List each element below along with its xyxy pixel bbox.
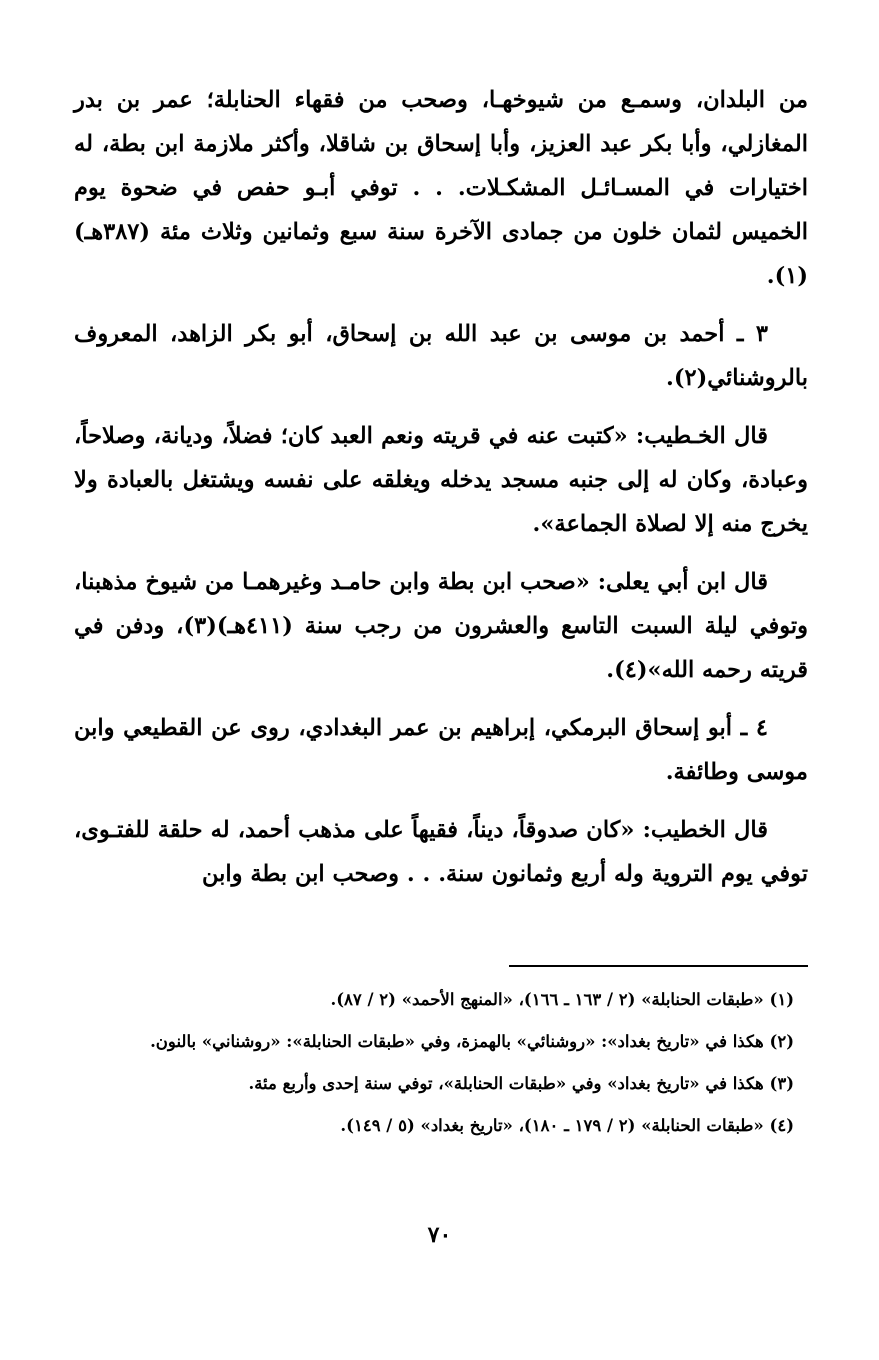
footnotes (74, 985, 808, 1153)
entry-3-heading: ٣ ـ أحمد بن موسى بن عبد الله بن إسحاق، أبو بكر الزاهد، المعروف بالروشنائي(٢). (74, 321, 808, 391)
paragraph-khatib-quote-2: قال الخطيب: «كان صدوقاً، ديناً، فقيهاً على مذهب أحمد، له حلقة للفتـوى، توفي يوم التروية وله أربع وثمانون سنة. . . وصحب ابن بطة وابن (74, 817, 808, 887)
paragraph-khatib-quote: قال الخـطيب: «كتبت عنه في قريته ونعم العبد كان؛ فضلاً، وديانة، وصلاحاً، وعبادة، وكان له إلى جنبه مسجد يدخله ويغلقه على نفسه ويشتغل بالعبادة ولا يخرج منه إلا لصلاة الجماعة». (74, 423, 808, 537)
footnote-4: (٤) «طبقات الحنابلة» (٢ / ١٧٩ ـ ١٨٠)، «تاريخ بغداد» (٥ / ١٤٩). (340, 1116, 794, 1135)
page-number: ٧٠ (427, 1222, 452, 1248)
footnote-separator (509, 965, 808, 967)
footnote-2: (٢) هكذا في «تاريخ بغداد»: «روشنائي» بالهمزة، وفي «طبقات الحنابلة»: «روشناني» بالنون. (150, 1032, 794, 1051)
paragraph-ibn-abi-yala-quote: قال ابن أبي يعلى: «صحب ابن بطة وابن حامـد وغيرهمـا من شيوخ مذهبنا، وتوفي ليلة السبت التاسع والعشرون من رجب سنة (٤١١هـ)(٣)، ودفن في قريته رحمه الله»(٤). (74, 569, 808, 683)
footnote-3: (٣) هكذا في «تاريخ بغداد» وفي «طبقات الحنابلة»، توفي سنة إحدى وأربع مئة. (248, 1074, 794, 1093)
footnote-1: (١) «طبقات الحنابلة» (٢ / ١٦٣ ـ ١٦٦)، «المنهج الأحمد» (٢ / ٨٧). (330, 990, 794, 1009)
main-text (74, 78, 808, 910)
paragraph-continuation: من البلدان، وسمـع من شيوخهـا، وصحب من فقهاء الحنابلة؛ عمر بن بدر المغازلي، وأبا بكر عبد العزيز، وأبا إسحاق بن شاقلا، وأكثر ملازمة ابن بطة، له اختيارات في المسـائـل المشكـلات. . . توفي أبـو حفص في ضحوة يوم الخميس لثمان خلون من جمادى الآخرة سنة سبع وثمانين وثلاث مئة (٣٨٧هـ)(١). (74, 87, 808, 289)
entry-4-heading: ٤ ـ أبو إسحاق البرمكي، إبراهيم بن عمر البغدادي، روى عن القطيعي وابن موسى وطائفة. (74, 715, 808, 785)
